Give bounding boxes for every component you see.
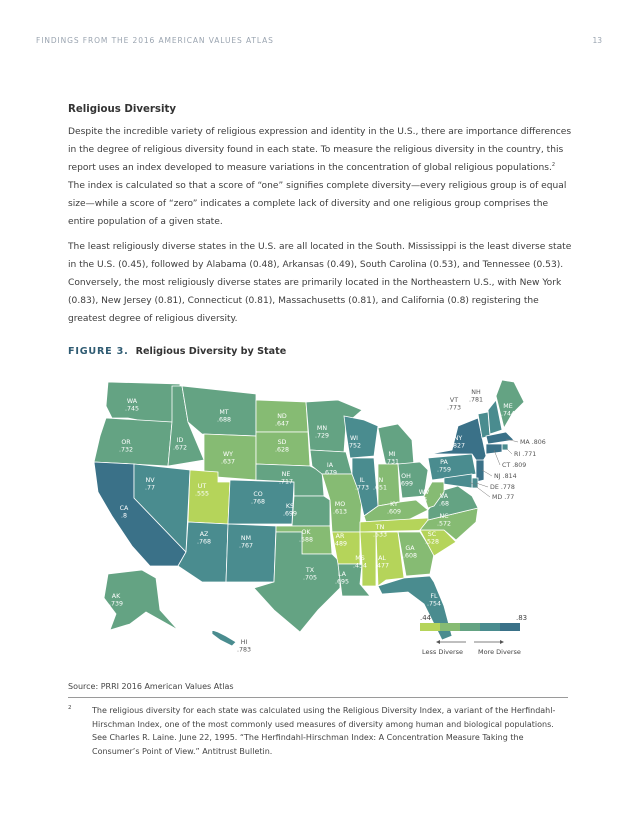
label-ny-value: .827	[450, 442, 466, 450]
label-wv-abbr: WV	[418, 489, 430, 496]
legend-swatch-4	[480, 623, 500, 631]
paragraph-1	[68, 123, 572, 231]
legend-swatch-2	[440, 623, 460, 631]
label-nv	[145, 477, 155, 492]
label-ms-value: .454	[352, 562, 368, 570]
label-mo	[333, 501, 347, 516]
state-wa	[106, 382, 180, 422]
label-ny-abbr: NY	[453, 435, 463, 442]
legend-swatch-3	[460, 623, 480, 631]
label-vt	[447, 397, 461, 412]
label-mt-abbr: MT	[219, 409, 229, 416]
running-head: FINDINGS FROM THE 2016 AMERICAN VALUES ATLAS	[36, 36, 274, 45]
label-la-value: .695	[334, 578, 350, 586]
label-wy-abbr: WY	[222, 451, 234, 458]
label-in-value: .651	[372, 484, 388, 492]
label-ri: RI .771	[514, 451, 537, 458]
label-ak-abbr: AK	[111, 593, 121, 600]
label-ks-value: .699	[282, 510, 298, 518]
label-me-value: .744	[500, 410, 516, 418]
label-hi-value: .783	[236, 646, 252, 654]
legend-more-label: More Diverse	[478, 648, 521, 656]
figure-title	[68, 346, 572, 357]
legend-swatch-1	[420, 623, 440, 631]
label-va-abbr: VA	[439, 493, 449, 500]
label-nh-value: .781	[468, 396, 484, 404]
label-hi	[237, 639, 251, 654]
label-mn	[315, 425, 329, 440]
label-co-value: .768	[250, 498, 266, 506]
label-mn-value: .729	[314, 432, 330, 440]
label-vt-value: .773	[446, 404, 462, 412]
legend-swatch-5	[500, 623, 520, 631]
label-tx-abbr: TX	[305, 567, 315, 574]
label-ga-abbr: GA	[405, 545, 415, 552]
legend-min-label: .44	[420, 614, 432, 622]
legend-arrowhead-right	[500, 640, 504, 644]
label-oh-value: .699	[398, 480, 414, 488]
label-ms-abbr: MS	[355, 555, 365, 562]
label-il-value: .773	[354, 484, 370, 492]
state-nm	[226, 524, 276, 582]
figure-name: Religious Diversity by State	[135, 346, 287, 357]
label-or-abbr: OR	[121, 439, 131, 446]
figure-label: FIGURE 3.	[68, 346, 129, 357]
label-nh	[469, 389, 483, 404]
label-ks-abbr: KS	[285, 503, 295, 510]
article-body	[68, 104, 572, 357]
state-hi	[212, 630, 236, 646]
label-mo-abbr: MO	[334, 501, 346, 508]
label-sd-value: .628	[274, 446, 290, 454]
label-ia-value: .679	[322, 469, 338, 477]
label-wa	[125, 398, 139, 413]
label-ne-abbr: NE	[281, 471, 291, 478]
label-co-abbr: CO	[253, 491, 263, 498]
label-wy	[221, 451, 235, 466]
label-mn-abbr: MN	[316, 425, 328, 432]
label-or-value: .732	[118, 446, 134, 454]
state-or	[94, 418, 172, 466]
label-nm-value: .767	[238, 542, 254, 550]
label-tn-abbr: TN	[375, 524, 385, 531]
paragraph-2: The least religiously diverse states in the U.S. are all located in the South. Mississippi is the least diverse state in the U.S. (0.45), followed by Alabama (0.48), Arkansas (0.49), South Carolina (0.53), and Tennessee (0.53). Conversely, the most religiously diverse states are primarily located in the Northeastern U.S., with New York (0.83), New Jersey (0.81), Connecticut (0.81), Massachusetts (0.81), and California (0.8) registering the greatest degree of religious diversity.	[68, 242, 572, 324]
label-ok-abbr: OK	[301, 529, 311, 536]
label-nh-abbr: NH	[471, 389, 481, 396]
label-ma: MA .806	[520, 439, 546, 446]
paragraph-1-text: Despite the incredible variety of religious expression and identity in the U.S., there are importance differences in the degree of religious diversity found in each state. To measure the religious diversity in the country, this report uses an index developed to measure variations in the concentration of global religious populations.	[68, 127, 572, 173]
label-nc-abbr: NC	[439, 513, 449, 520]
section-title: Religious Diversity	[68, 104, 176, 115]
label-ct: CT .809	[502, 462, 527, 469]
label-oh-abbr: OH	[401, 473, 411, 480]
label-al-abbr: AL	[378, 555, 386, 562]
label-ut-value: .555	[194, 490, 210, 498]
label-ia-abbr: IA	[326, 462, 334, 469]
label-la-abbr: LA	[338, 571, 346, 578]
label-ar-abbr: AR	[335, 533, 345, 540]
label-nm	[239, 535, 253, 550]
label-pa-value: .759	[436, 466, 452, 474]
label-hi-abbr: HI	[240, 639, 248, 646]
label-id-abbr: ID	[176, 437, 184, 444]
label-nm-abbr: NM	[240, 535, 252, 542]
label-sc-value: .528	[424, 538, 440, 546]
label-ne-value: .717	[278, 478, 294, 486]
figure-source: Source: PRRI 2016 American Values Atlas	[68, 682, 234, 691]
footnote-divider	[68, 697, 568, 698]
footnote-reference[interactable]: 2	[551, 161, 556, 168]
paragraph-1-tail: The index is calculated so that a score of “one” signifies complete diversity—every religious group is of equal size—while a score of “zero” indicates a complete lack of diversity and one religious group comprises the entire population of a given state.	[68, 181, 567, 227]
label-ca-abbr: CA	[119, 505, 129, 512]
label-va	[439, 493, 449, 508]
label-mi-abbr: MI	[388, 451, 396, 458]
diversity-map	[68, 370, 572, 680]
label-de: DE .778	[490, 484, 515, 491]
legend-max-label: .83	[516, 614, 528, 622]
label-vt-abbr: VT	[449, 397, 459, 404]
label-il-abbr: IL	[359, 477, 365, 484]
label-ar-value: .489	[332, 540, 348, 548]
label-nd-abbr: ND	[277, 413, 287, 420]
label-nv-value: .77	[144, 484, 156, 492]
label-wy-value: .637	[220, 458, 236, 466]
label-ok-value: .588	[298, 536, 314, 544]
label-al-value: .477	[374, 562, 390, 570]
label-wi-abbr: WI	[349, 435, 359, 442]
label-ak-value: .739	[108, 600, 124, 608]
label-sd-abbr: SD	[277, 439, 287, 446]
label-tn-value: .533	[372, 531, 388, 539]
label-ca-value: .8	[120, 512, 128, 520]
state-ks	[292, 496, 330, 526]
label-az-abbr: AZ	[199, 531, 209, 538]
label-ga-value: .608	[402, 552, 418, 560]
label-mt-value: .688	[216, 416, 232, 424]
label-wa-value: .745	[124, 405, 140, 413]
label-tx-value: .705	[302, 574, 318, 582]
footnote-text: The religious diversity for each state was calculated using the Religious Diversity Index, a variant of the Herfindahl-Hirschman Index, one of the most commonly used measures of diversity among human and biological populations. See Charles R. Laine. June 22, 1995. “The Herfindahl-Hirschman Index: A Concentration Measure Taking the Consumer’s Point of View.” Antitrust Bulletin.	[92, 706, 556, 756]
label-wa-abbr: WA	[126, 398, 138, 405]
label-id-value: .672	[172, 444, 188, 452]
footnote	[68, 704, 568, 758]
label-ky-value: .609	[386, 508, 402, 516]
label-wv-value: .6	[420, 496, 428, 504]
page-number: 13	[592, 36, 602, 45]
label-me-abbr: ME	[503, 403, 513, 410]
label-mo-value: .613	[332, 508, 348, 516]
legend-arrowhead-left	[436, 640, 440, 644]
label-ky-abbr: KY	[390, 501, 398, 508]
label-pa-abbr: PA	[440, 459, 448, 466]
label-nc-value: .572	[436, 520, 452, 528]
label-sc-abbr: SC	[427, 531, 437, 538]
label-az-value: .768	[196, 538, 212, 546]
label-nd-value: .647	[274, 420, 290, 428]
map-svg	[68, 370, 572, 680]
label-nj: NJ .814	[494, 473, 517, 480]
label-va-value: .68	[438, 500, 450, 508]
footnote-mark: 2	[68, 705, 72, 711]
label-fl-abbr: FL	[430, 593, 438, 600]
label-nv-abbr: NV	[145, 477, 155, 484]
label-in-abbr: IN	[376, 477, 384, 484]
label-md: MD .77	[492, 494, 515, 501]
legend-less-label: Less Diverse	[422, 648, 464, 656]
label-fl-value: .754	[426, 600, 442, 608]
state-ct	[486, 444, 502, 454]
state-de	[472, 478, 478, 488]
label-ut-abbr: UT	[197, 483, 207, 490]
label-mi-value: .731	[384, 458, 400, 466]
label-wi-value: .752	[346, 442, 362, 450]
